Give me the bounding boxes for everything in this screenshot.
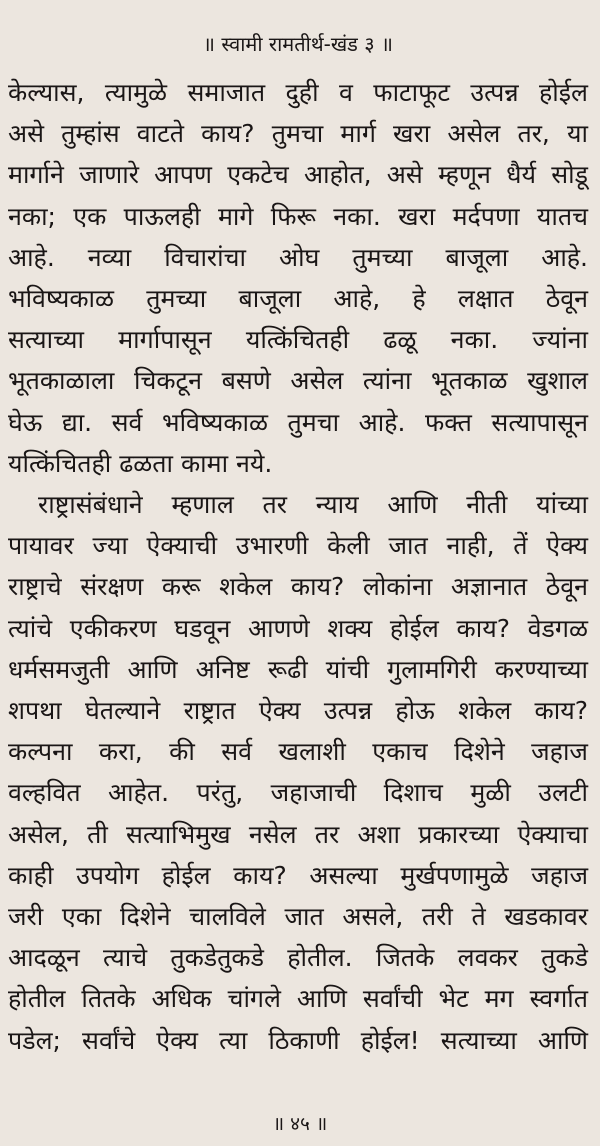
- running-header: ॥ स्वामी रामतीर्थ-खंड ३ ॥: [203, 32, 393, 56]
- text-line: होतील तितके अधिक चांगले आणि सर्वांची भेट मग स्वर्गात: [8, 984, 588, 1014]
- text-line: आहे. नव्या विचारांचा ओघ तुमच्या बाजूला आहे.: [8, 242, 588, 272]
- text-line: असेल, ती सत्याभिमुख नसेल तर अशा प्रकारच्या ऐक्याचा: [8, 819, 588, 849]
- text-line: पडेल; सर्वांचे ऐक्य त्या ठिकाणी होईल! सत्याच्या आणि: [8, 1025, 588, 1055]
- text-line: काही उपयोग होईल काय? असल्या मुर्खपणामुळे जहाज: [8, 860, 588, 890]
- text-line: त्यांचे एकीकरण घडवून आणणे शक्य होईल काय? वेडगळ: [8, 613, 588, 643]
- text-line: शपथा घेतल्याने राष्ट्रात ऐक्य उत्पन्न होऊ शकेल काय?: [8, 696, 588, 726]
- text-line: भूतकाळाला चिकटून बसणे असेल त्यांना भूतकाळ खुशाल: [8, 366, 588, 396]
- text-line: केल्यास, त्यामुळे समाजात दुही व फाटाफूट उत्पन्न होईल: [8, 78, 588, 107]
- paragraph-end-line: यत्किंचितही ढळता कामा नये.: [8, 448, 273, 478]
- text-line: कल्पना करा, की सर्व खलाशी एकाच दिशेने जहाज: [8, 737, 588, 767]
- text-line: भविष्यकाळ तुमच्या बाजूला आहे, हे लक्षात ठेवून: [8, 284, 588, 314]
- text-line: वल्हवित आहेत. परंतु, जहाजाची दिशाच मुळी उलटी: [8, 778, 588, 808]
- text-line: मार्गाने जाणारे आपण एकटेच आहोत, असे म्हणून धैर्य सोडू: [8, 160, 588, 190]
- page-number: ॥ ४५ ॥: [272, 1113, 328, 1135]
- text-line: घेऊ द्या. सर्व भविष्यकाळ तुमचा आहे. फक्त सत्यापासून: [8, 407, 588, 437]
- text-line: धर्मसमजुती आणि अनिष्ट रूढी यांची गुलामगिरी करण्याच्या: [8, 654, 588, 684]
- paragraph-start-line: राष्ट्रासंबंधाने म्हणाल तर न्याय आणि नीती यांच्या: [38, 490, 588, 520]
- text-line: पायावर ज्या ऐक्याची उभारणी केली जात नाही, तें ऐक्य: [8, 531, 588, 561]
- text-line: राष्ट्राचे संरक्षण करू शकेल काय? लोकांना अज्ञानात ठेवून: [8, 572, 588, 602]
- text-line: आदळून त्याचे तुकडेतुकडे होतील. जितके लवकर तुकडे: [8, 943, 588, 973]
- text-line: सत्याच्या मार्गापासून यत्किंचितही ढळू नका. ज्यांना: [8, 325, 588, 355]
- text-line: जरी एका दिशेने चालविले जात असले, तरी ते खडकावर: [8, 902, 588, 932]
- text-line: असे तुम्हांस वाटते काय? तुमचा मार्ग खरा असेल तर, या: [8, 119, 588, 149]
- text-line: नका; एक पाऊलही मागे फिरू नका. खरा मर्दपणा यातच: [8, 201, 588, 231]
- body-text: [8, 72, 588, 1061]
